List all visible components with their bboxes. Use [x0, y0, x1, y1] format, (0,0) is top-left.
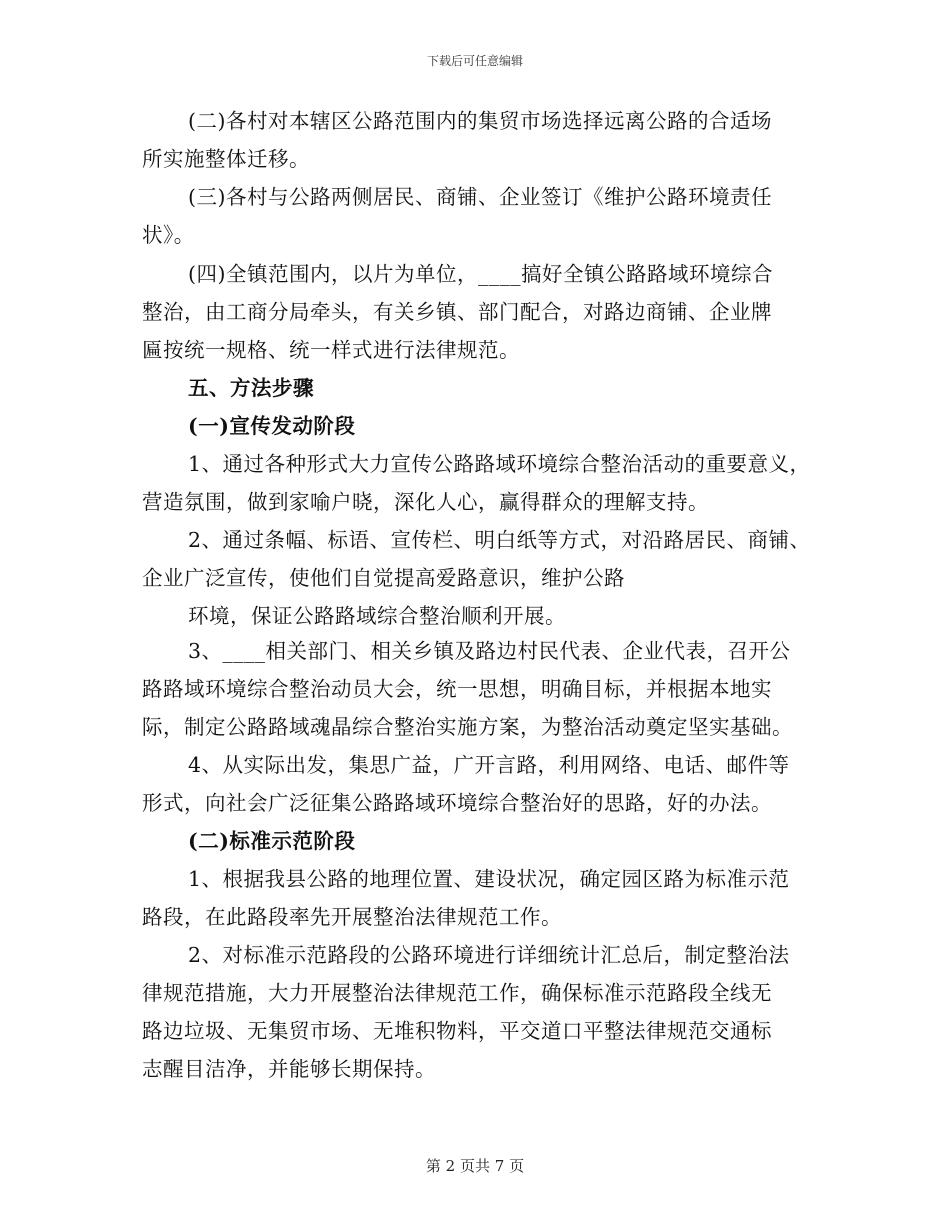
paragraph-line: (四)全镇范围内，以片为单位，____搞好全镇公路路域环境综合: [188, 262, 773, 286]
subsection-heading: (一)宣传发动阶段: [188, 414, 356, 438]
paragraph-line: 1、根据我县公路的地理位置、建设状况，确定园区路为标准示范: [188, 867, 790, 891]
paragraph-line: 路边垃圾、无集贸市场、无堆积物料，平交道口平整法律规范交通标: [142, 1019, 772, 1043]
paragraph-line: (三)各村与公路两侧居民、商铺、企业签订《维护公路环境责任: [188, 185, 772, 209]
paragraph-line: 所实施整体迁移。: [142, 147, 310, 171]
page-number: 第 2 页共 7 页: [425, 1157, 525, 1175]
paragraph-line: 2、对标准示范路段的公路环境进行详细统计汇总后，制定整治法: [188, 943, 790, 967]
paragraph-line: 3、____相关部门、相关乡镇及路边村民代表、企业代表，召开公: [188, 639, 791, 663]
paragraph-line: 形式，向社会广泛征集公路路域环境综合整治好的思路，好的办法。: [142, 791, 772, 815]
paragraph-line: 整治，由工商分局牵头，有关乡镇、部门配合，对路边商铺、企业牌: [142, 300, 772, 324]
subsection-heading: (二)标准示范阶段: [188, 829, 356, 853]
paragraph-line: (二)各村对本辖区公路范围内的集贸市场选择远离公路的合适场: [188, 109, 772, 133]
paragraph-line: 1、通过各种形式大力宣传公路路域环境综合整治活动的重要意义，: [188, 452, 811, 476]
paragraph-line: 营造氛围，做到家喻户晓，深化人心，赢得群众的理解支持。: [142, 490, 709, 514]
paragraph-line: 路路域环境综合整治动员大会，统一思想，明确目标，并根据本地实: [142, 677, 772, 701]
paragraph-line: 4、从实际出发，集思广益，广开言路，利用网络、电话、邮件等: [188, 753, 790, 777]
paragraph-line: 状》。: [142, 223, 195, 247]
section-heading: 五、方法步骤: [188, 376, 314, 400]
paragraph-line: 2、通过条幅、标语、宣传栏、明白纸等方式，对沿路居民、商铺、: [188, 528, 811, 552]
paragraph-line: 律规范措施，大力开展整治法律规范工作，确保标准示范路段全线无: [142, 981, 772, 1005]
paragraph-line: 企业广泛宣传，使他们自觉提高爱路意识，维护公路: [142, 566, 625, 590]
paragraph-line: 志醒目洁净，并能够长期保持。: [142, 1057, 436, 1081]
paragraph-line: 匾按统一规格、统一样式进行法律规范。: [142, 338, 520, 362]
paragraph-line: 环境，保证公路路域综合整治顺利开展。: [188, 604, 566, 628]
paragraph-line: 际，制定公路路域魂晶综合整治实施方案，为整治活动奠定坚实基础。: [142, 715, 793, 739]
paragraph-line: 路段，在此路段率先开展整治法律规范工作。: [142, 905, 562, 929]
page-header: 下载后可任意编辑: [426, 54, 523, 68]
